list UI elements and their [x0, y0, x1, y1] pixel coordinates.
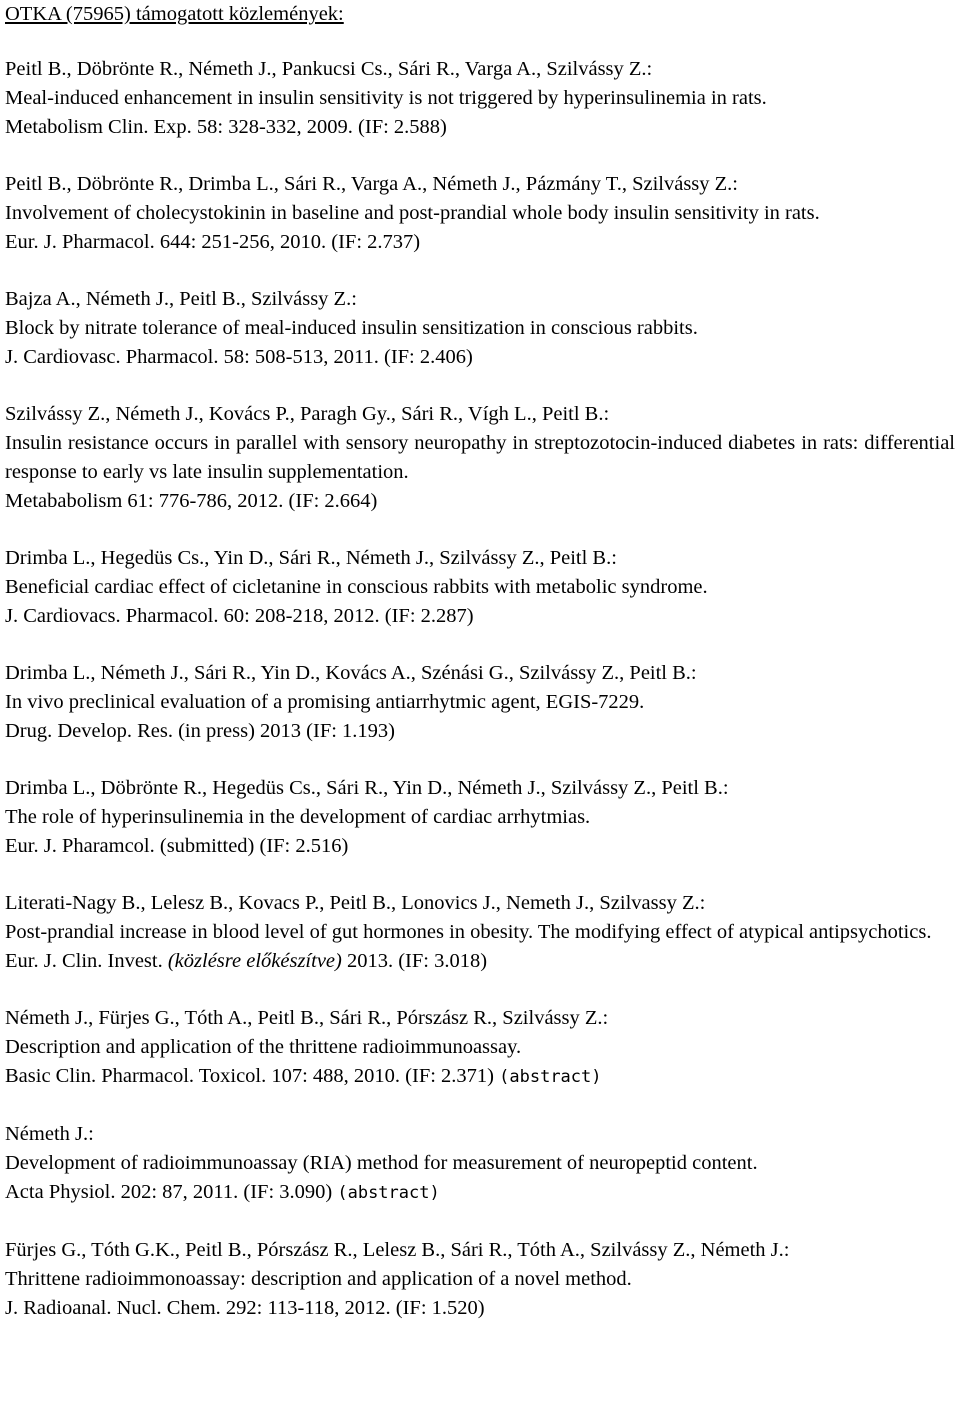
publication-citation: Drug. Develop. Res. (in press) 2013 (IF: 1.193) [5, 720, 396, 742]
publication-title: Involvement of cholecystokinin in baseline and post-prandial whole body insulin sensitivity in rats. [5, 202, 820, 224]
publication-authors: Németh J., Fürjes G., Tóth A., Peitl B., Sári R., Pórszász R., Szilvássy Z.: [5, 1007, 609, 1029]
citation-text: Acta Physiol. 202: 87, 2011. (IF: 3.090) [5, 1181, 338, 1203]
abstract-label: (abstract) [337, 1183, 440, 1203]
publication-authors: Peitl B., Döbrönte R., Németh J., Pankucsi Cs., Sári R., Varga A., Szilvássy Z.: [5, 58, 653, 80]
publication-entry [5, 659, 955, 746]
publication-entry [5, 544, 955, 631]
citation-status: (közlésre előkészítve) [167, 950, 342, 972]
spacer [5, 29, 955, 55]
publication-citation: J. Cardiovacs. Pharmacol. 60: 208-218, 2012. (IF: 2.287) [5, 605, 474, 627]
publication-entry [5, 1004, 955, 1092]
publication-title: Meal-induced enhancement in insulin sensitivity is not triggered by hyperinsulinemia in rats. [5, 87, 767, 109]
section-heading: OTKA (75965) támogatott közlemények: [5, 3, 344, 25]
publication-title: Insulin resistance occurs in parallel with sensory neuropathy in streptozotocin-induced diabetes in rats: differential response to early vs late insulin supplementation. [5, 432, 955, 483]
publication-entry [5, 400, 955, 516]
publication-citation: Eur. J. Pharmacol. 644: 251-256, 2010. (IF: 2.737) [5, 231, 421, 253]
publication-authors: Drimba L., Hegedüs Cs., Yin D., Sári R., Németh J., Szilvássy Z., Peitl B.: [5, 547, 617, 569]
publication-citation [5, 947, 955, 976]
publication-authors: Drimba L., Németh J., Sári R., Yin D., Kovács A., Szénási G., Szilvássy Z., Peitl B.: [5, 662, 697, 684]
publication-title: Description and application of the thrittene radioimmunoassay. [5, 1036, 522, 1058]
publication-entry [5, 285, 955, 372]
publication-entry [5, 1236, 955, 1323]
publication-title: Post-prandial increase in blood level of gut hormones in obesity. The modifying effect of atypical antipsychotics. [5, 921, 932, 943]
publication-entry [5, 774, 955, 861]
publication-citation: J. Radioanal. Nucl. Chem. 292: 113-118, 2012. (IF: 1.520) [5, 1297, 485, 1319]
publication-entry [5, 170, 955, 257]
citation-impact: 2013. (IF: 3.018) [341, 950, 488, 972]
citation-journal: Eur. J. Clin. Invest. [5, 950, 168, 972]
publication-authors: Drimba L., Döbrönte R., Hegedüs Cs., Sári R., Yin D., Németh J., Szilvássy Z., Peitl B.: [5, 777, 729, 799]
publication-entry [5, 889, 955, 976]
publication-title: Thrittene radioimmonoassay: description and application of a novel method. [5, 1268, 632, 1290]
publication-authors: Bajza A., Németh J., Peitl B., Szilvássy Z.: [5, 288, 357, 310]
publication-title: The role of hyperinsulinemia in the development of cardiac arrhytmias. [5, 806, 591, 828]
publication-citation [5, 1062, 955, 1092]
publication-title: In vivo preclinical evaluation of a promising antiarrhytmic agent, EGIS-7229. [5, 691, 645, 713]
publication-citation [5, 1178, 955, 1208]
publication-citation: Eur. J. Pharamcol. (submitted) (IF: 2.516) [5, 835, 349, 857]
publication-authors: Fürjes G., Tóth G.K., Peitl B., Pórszász R., Lelesz B., Sári R., Tóth A., Szilvássy Z., Németh J.: [5, 1239, 790, 1261]
publication-title: Beneficial cardiac effect of cicletanine in conscious rabbits with metabolic syndrome. [5, 576, 708, 598]
publication-authors: Szilvássy Z., Németh J., Kovács P., Paragh Gy., Sári R., Vígh L., Peitl B.: [5, 403, 610, 425]
publication-authors: Peitl B., Döbrönte R., Drimba L., Sári R., Varga A., Németh J., Pázmány T., Szilvássy Z.: [5, 173, 738, 195]
publication-citation: J. Cardiovasc. Pharmacol. 58: 508-513, 2011. (IF: 2.406) [5, 346, 473, 368]
publication-citation: Metababolism 61: 776-786, 2012. (IF: 2.664) [5, 490, 378, 512]
publication-entry [5, 55, 955, 142]
citation-text: Basic Clin. Pharmacol. Toxicol. 107: 488, 2010. (IF: 2.371) [5, 1065, 500, 1087]
publication-entry [5, 1120, 955, 1208]
publication-authors: Literati-Nagy B., Lelesz B., Kovacs P., Peitl B., Lonovics J., Nemeth J., Szilvassy Z.: [5, 892, 706, 914]
publication-title: Development of radioimmunoassay (RIA) method for measurement of neuropeptid content. [5, 1152, 758, 1174]
publication-authors: Németh J.: [5, 1123, 94, 1145]
publication-citation: Metabolism Clin. Exp. 58: 328-332, 2009. (IF: 2.588) [5, 116, 447, 138]
publication-title: Block by nitrate tolerance of meal-induced insulin sensitization in conscious rabbits. [5, 317, 698, 339]
abstract-label: (abstract) [499, 1067, 602, 1087]
